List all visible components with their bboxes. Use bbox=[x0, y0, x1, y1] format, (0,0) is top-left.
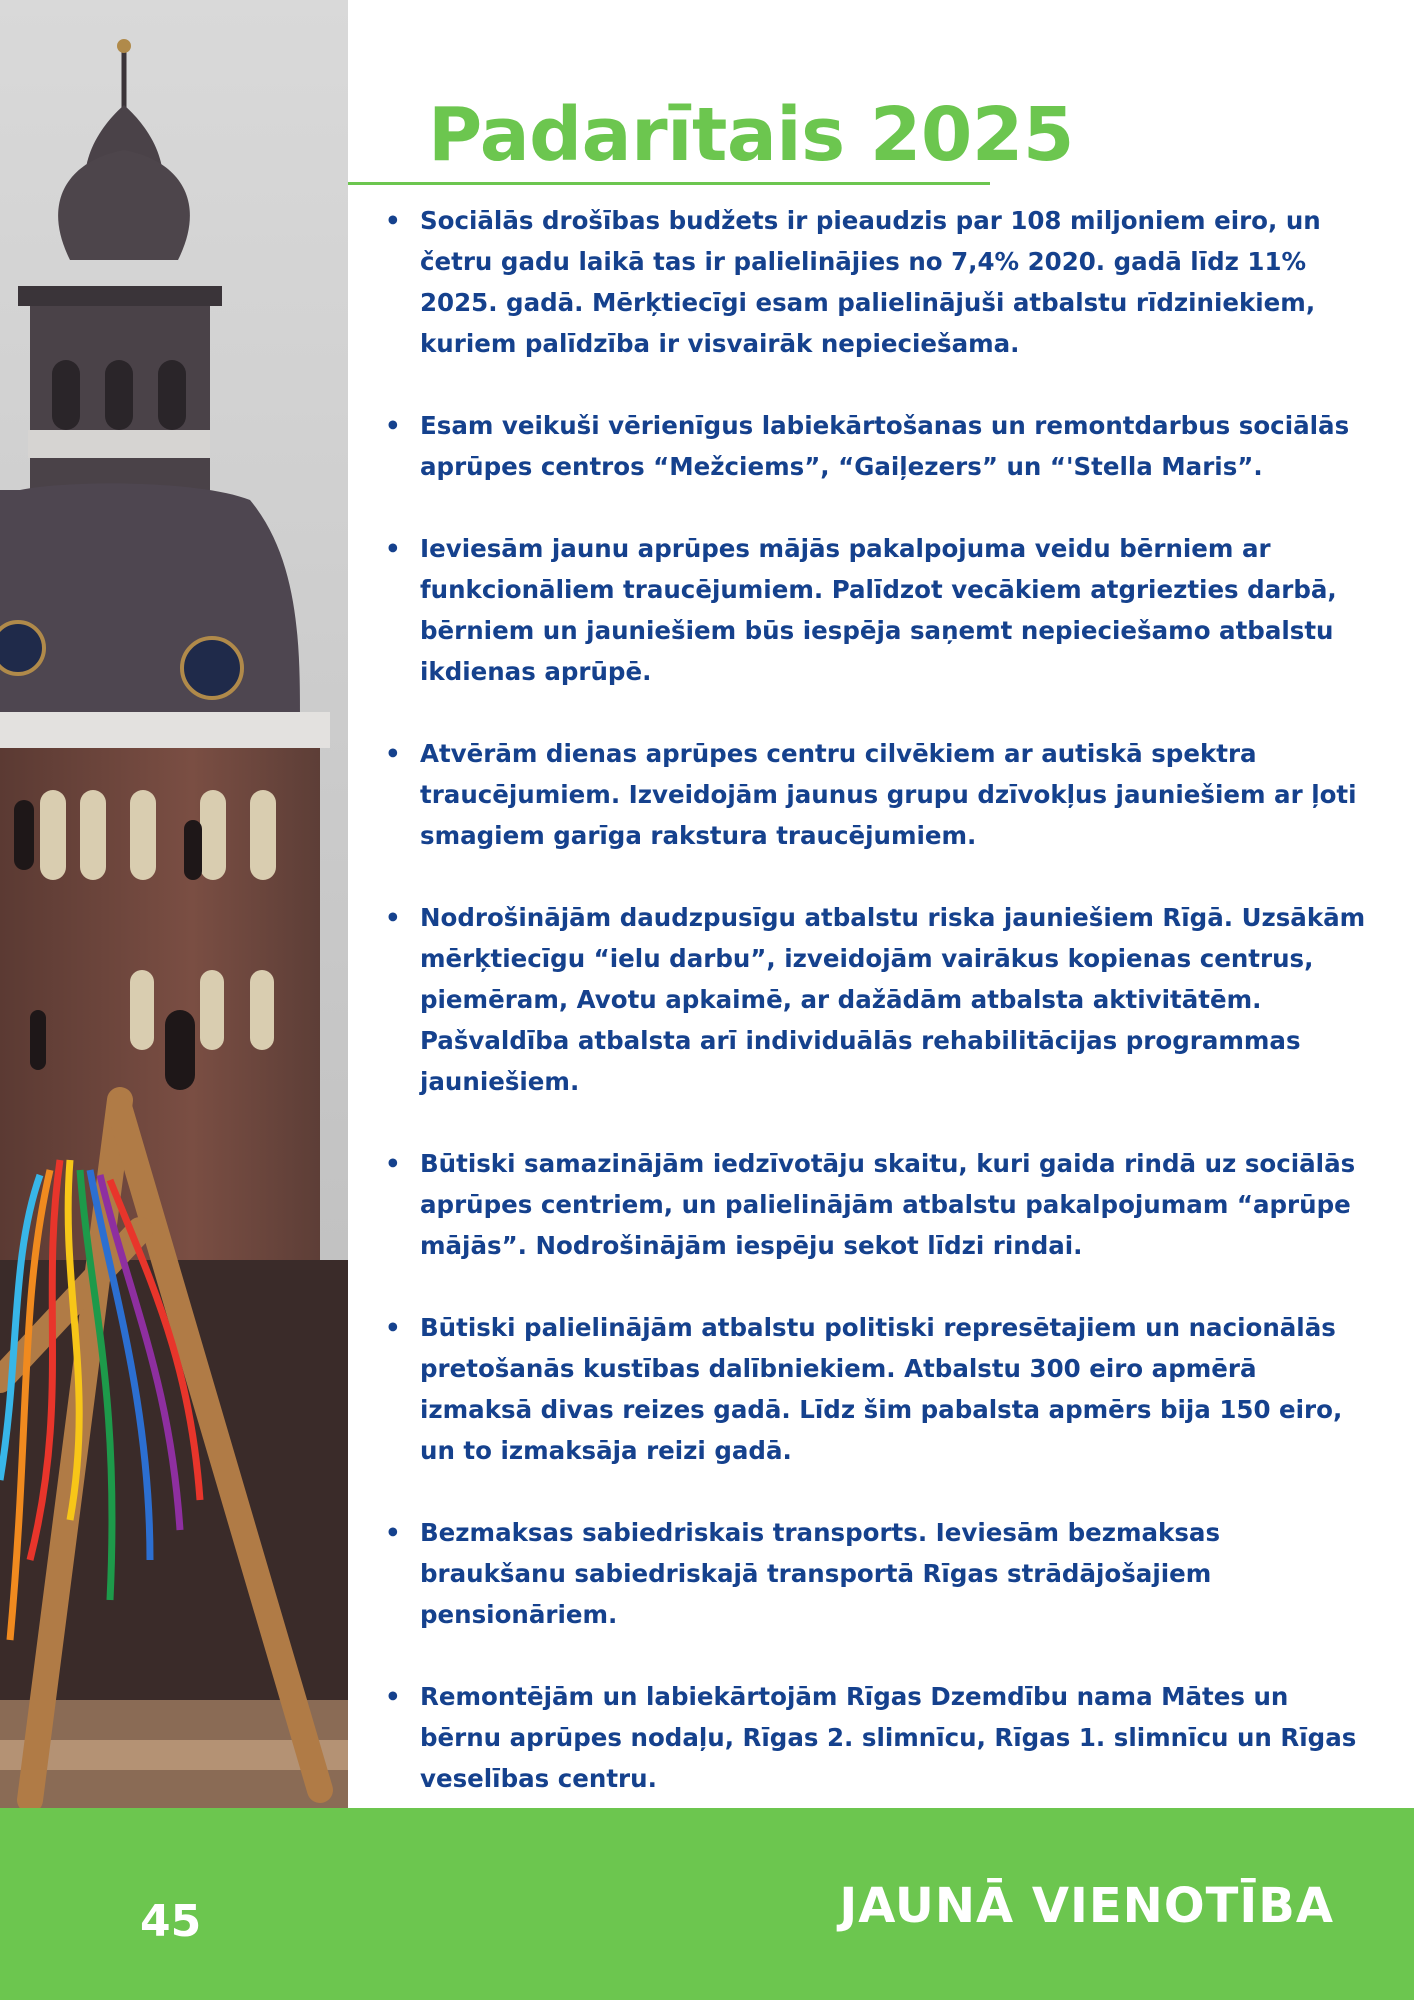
brand-logo-text: JAUNĀ VIENOTĪBA bbox=[839, 1878, 1334, 1934]
list-item: • Esam veikuši vērienīgus labiekārtošanas un remontdarbus sociālās aprūpes centros “Mežciems”, “Gaiļezers” un “'Stella Maris”. bbox=[370, 405, 1370, 487]
title-underline bbox=[348, 182, 990, 185]
footer-band bbox=[0, 1808, 1414, 2000]
list-item: • Būtiski palielinājām atbalstu politiski represētajiem un nacionālās pretošanās kustības dalībniekiem. Atbalstu 300 eiro apmērā izmaksā divas reizes gadā. Līdz šim pabalsta apmērs bija 150 eiro, un to izmaksāja reizi gadā. bbox=[370, 1307, 1370, 1471]
list-item: • Sociālās drošības budžets ir pieaudzis par 108 miljoniem eiro, un četru gadu laikā tas ir palielinājies no 7,4% 2020. gadā līdz 11% 2025. gadā. Mērķtiecīgi esam palielinājuši atbalstu rīdziniekiem, kuriem palīdzība ir visvairāk nepieciešama. bbox=[370, 200, 1370, 364]
page-title: Padarītais 2025 bbox=[428, 92, 1074, 178]
page-number: 45 bbox=[140, 1896, 202, 1947]
list-item: • Remontējām un labiekārtojām Rīgas Dzemdību nama Mātes un bērnu aprūpes nodaļu, Rīgas 2. slimnīcu, Rīgas 1. slimnīcu un Rīgas veselības centru. bbox=[370, 1676, 1370, 1799]
list-item: • Atvērām dienas aprūpes centru cilvēkiem ar autiskā spektra traucējumiem. Izveidojām jaunus grupu dzīvokļus jauniešiem ar ļoti smagiem garīga rakstura traucējumiem. bbox=[370, 733, 1370, 856]
list-item: • Būtiski samazinājām iedzīvotāju skaitu, kuri gaida rindā uz sociālās aprūpes centriem, un palielinājām atbalstu pakalpojumam “aprūpe mājās”. Nodrošinājām iespēju sekot līdzi rindai. bbox=[370, 1143, 1370, 1266]
church-tower-photo bbox=[0, 0, 348, 1808]
list-item: • Nodrošinājām daudzpusīgu atbalstu riska jauniešiem Rīgā. Uzsākām mērķtiecīgu “ielu darbu”, izveidojām vairākus kopienas centrus, piemēram, Avotu apkaimē, ar dažādām atbalsta aktivitātēm. Pašvaldība atbalsta arī individuālās rehabilitācijas programmas jauniešiem. bbox=[370, 897, 1370, 1102]
list-item: • Bezmaksas sabiedriskais transports. Ieviesām bezmaksas braukšanu sabiedriskajā transportā Rīgas strādājošajiem pensionāriem. bbox=[370, 1512, 1370, 1635]
achievements-list bbox=[370, 200, 1370, 1840]
list-item: • Ieviesām jaunu aprūpes mājās pakalpojuma veidu bērniem ar funkcionāliem traucējumiem. Palīdzot vecākiem atgriezties darbā, bērniem un jauniešiem būs iespēja saņemt nepieciešamo atbalstu ikdienas aprūpē. bbox=[370, 528, 1370, 692]
